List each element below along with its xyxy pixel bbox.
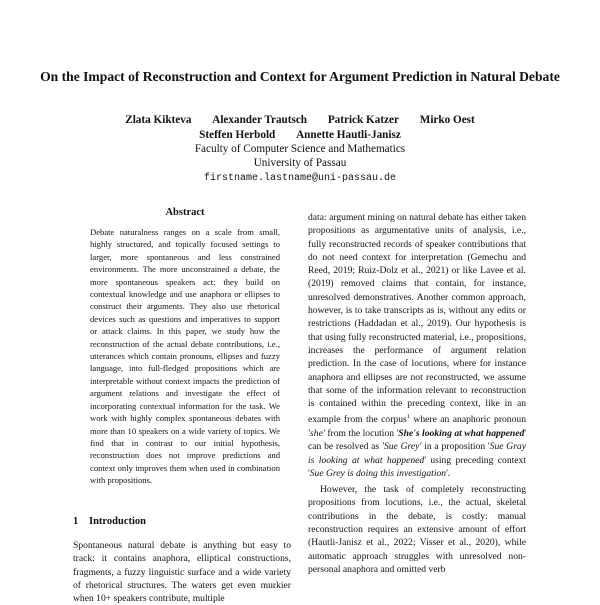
author: Patrick Katzer: [327, 114, 399, 126]
author-list: [40, 113, 560, 143]
university: University of Passau: [253, 157, 347, 169]
section-title: Introduction: [89, 516, 146, 527]
email-line: [40, 170, 560, 186]
paper-title: On the Impact of Reconstruction and Context for Argument Prediction in Natural Debate: [40, 69, 560, 84]
right-column-text: [308, 211, 526, 576]
author-email: firstname.lastname@uni-passau.de: [203, 173, 397, 184]
locution-example: She's looking at what happened: [398, 427, 525, 439]
author: Mirko Oest: [419, 114, 475, 126]
paragraph: data: argument mining on natural debate has either taken propositions as argumentative units of analysis, i.e., fully reconstructed records of speaker contributions that do not need context for interpretation (Gemechu and Reed, 2019; Ruiz-Dolz et al., 2021) or like Lavee et al. (2019) removed claims that contain, for instance, unresolved demonstratives. Another common approach, however, is to take transcripts as is, without any edits or restrictions (Haddadan et al., 2019). Our hypothesis is that using fully reconstructed material, i.e., propositions, increases the performance of argument relation prediction. In the case of locutions, where for instance anaphora and ellipses are not reconstructed, we assume that some of the information relevant to reconstruction is contained within the preceding context, like in an example from the corpus$^1$ where an anaphoric pronoun 'she' from the locution 'She's looking at what happened' can be resolved as 'Sue Grey' in a proposition 'Sue Gray is looking at what happened' using preceding context 'Sue Grey is doing this investigation'.: [308, 212, 527, 479]
author-line-1: [40, 113, 560, 128]
author: Alexander Trautsch: [212, 114, 308, 126]
author-line-2: [40, 128, 560, 143]
paragraph: However, the task of completely reconstructing propositions from locutions, i.e., the actual, skeletal contributions in the debate, is costly: manual reconstruction requires an extensive amount of effort (Hautli-Janisz et al., 2022; Visser et al., 2020), while automatic approach struggles with unresolved non-personal anaphora and omitted verb: [308, 484, 526, 575]
abstract-text: Debate naturalness ranges on a scale from small, highly structured, and topically focused settings to larger, more spontaneous and less constrained environments. The more unconstrained a debate, the more spontaneous speakers act: they build on contextual knowledge and use anaphora or ellipses to construct their arguments. They also use rhetorical devices such as questions and imperatives to support or attack claims. In this paper, we study how the reconstruction of the actual debate contributions, i.e., utterances which contain pronouns, ellipses and fuzzy language, into full-fledged propositions which are interpretable without context impacts the prediction of argument relations and investigate the effect of incorporating contextual information for the task. We work with highly complex spontaneous debates with more than 10 speakers on a wide variety of topics. We find that in contrast to our initial hypothesis, reconstruction does not improve predictions and context only improves them when used in combination with propositions.: [90, 227, 280, 486]
section-heading-introduction: [73, 516, 303, 527]
author: Zlata Kikteva: [125, 114, 192, 126]
resolved-example: 'Sue Grey': [381, 441, 422, 453]
context-example: Sue Grey is doing this investigation: [309, 467, 447, 479]
proposition-example: Sue Gray is looking at what happened: [308, 441, 526, 466]
author: Annette Hautli-Janisz: [296, 129, 401, 141]
author: Steffen Herbold: [199, 129, 276, 141]
affiliation: Faculty of Computer Science and Mathematics: [194, 143, 406, 155]
footnote-mark: 1: [406, 413, 410, 421]
section-number: 1: [73, 516, 79, 527]
introduction-text: Spontaneous natural debate is anything but easy to track: it contains anaphora, elliptical constructions, fragments, a fuzzy linguistic surface and a wide variety of rhetorical structures. The waters get even murkier when 10+ speakers contribute, multiple: [73, 540, 291, 605]
pronoun-example: 'she': [308, 427, 325, 439]
abstract-heading: Abstract: [165, 207, 205, 218]
